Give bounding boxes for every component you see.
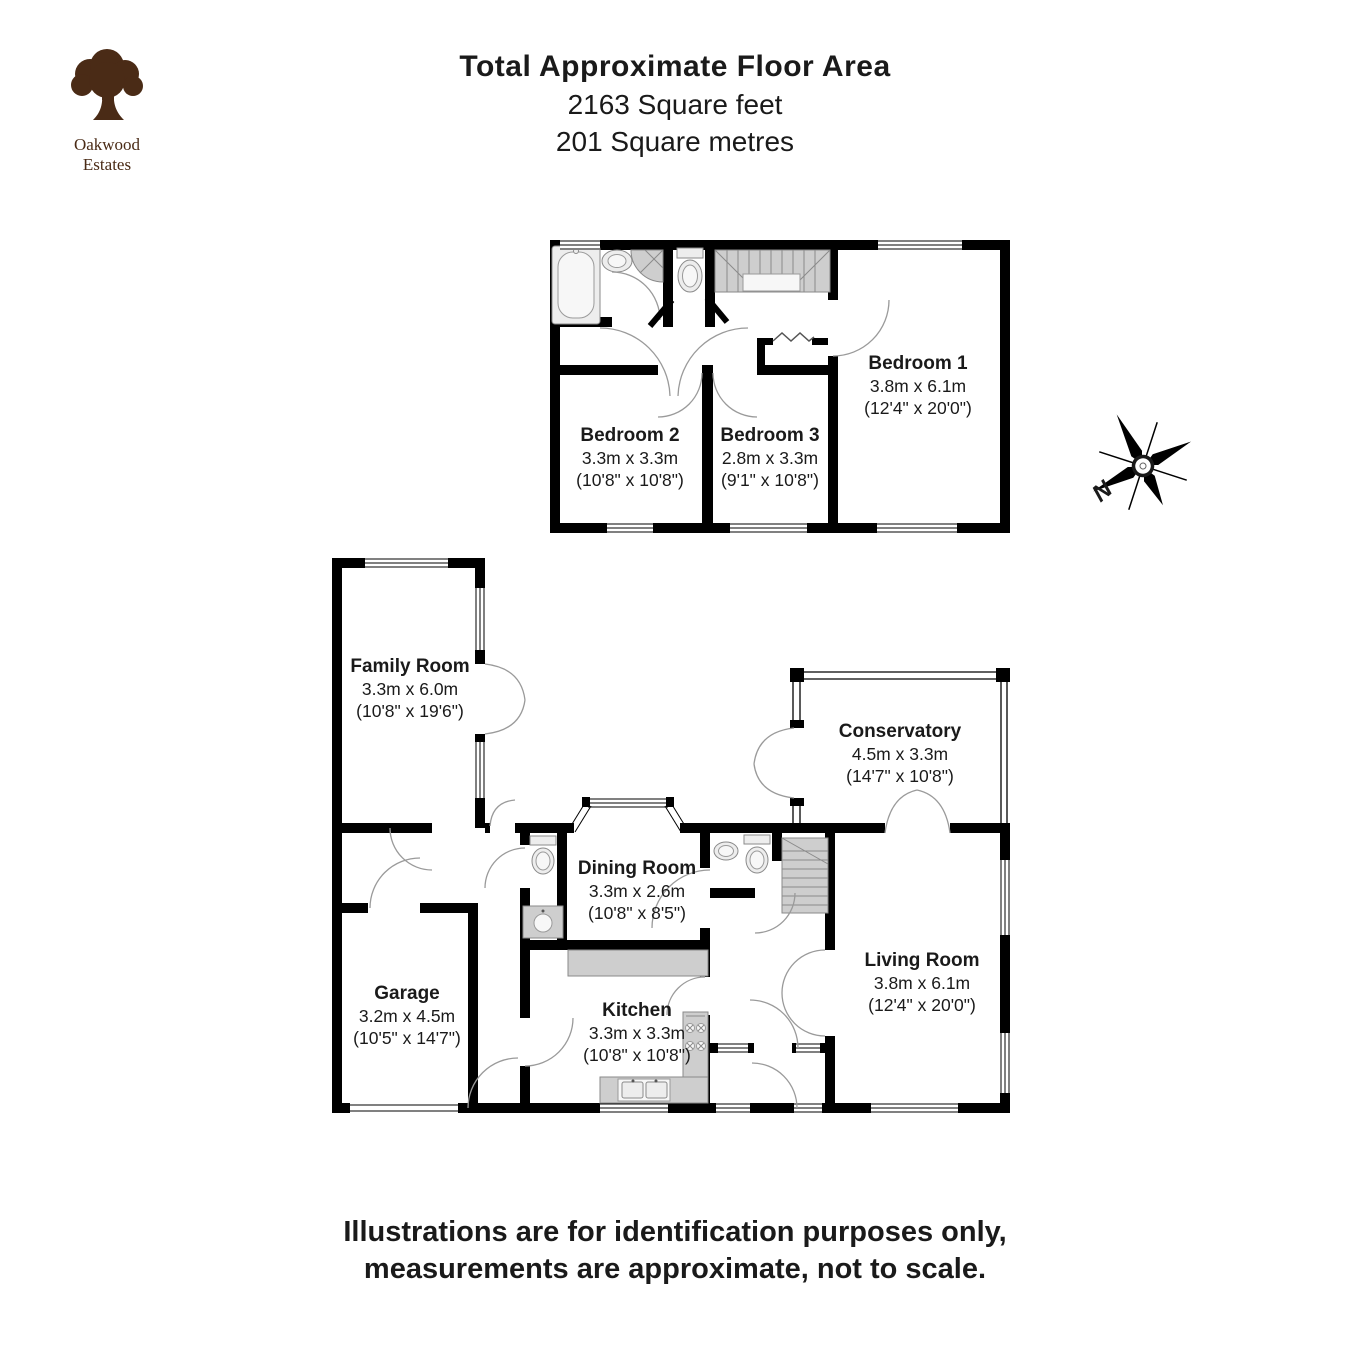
total-area-sqft: 2163 Square feet (567, 89, 783, 120)
cloakroom-toilet-icon (530, 836, 556, 874)
compass-rose-icon (1085, 408, 1201, 524)
room-dims-imperial: (10'8" x 10'8") (576, 470, 684, 490)
bathroom-sink-icon (602, 250, 632, 272)
stair-banister (743, 274, 800, 291)
room-dims-metric: 3.2m x 4.5m (358, 1006, 456, 1026)
room-dims-imperial: (14'7" x 10'8") (846, 766, 954, 786)
room-name: Dining Room (577, 858, 697, 879)
bathtub-icon (552, 246, 600, 324)
room-name: Bedroom 3 (720, 425, 820, 446)
wc2-toilet-icon (744, 835, 770, 873)
room-dims-metric: 3.3m x 2.6m (588, 881, 686, 901)
room-label-kitchen (583, 1000, 691, 1066)
room-dims-metric: 4.5m x 3.3m (851, 744, 949, 764)
room-dims-metric: 3.3m x 3.3m (588, 1023, 686, 1043)
disclaimer-line2: measurements are approximate, not to scale. (363, 1253, 987, 1285)
room-name: Kitchen (602, 1000, 672, 1021)
room-label-bedroom-2 (576, 425, 684, 491)
room-name: Family Room (350, 656, 470, 677)
total-area-sqm: 201 Square metres (555, 126, 795, 157)
logo-name-line1: Oakwood (73, 135, 141, 154)
kitchen-sink-icon (618, 1079, 670, 1101)
disclaimer (0, 1214, 1350, 1288)
room-dims-metric: 3.3m x 3.3m (581, 448, 679, 468)
room-label-garage (353, 983, 461, 1049)
cloakroom-basin-icon (523, 906, 563, 938)
room-label-dining-room (578, 858, 696, 924)
wc-basin-icon (714, 842, 738, 860)
room-name: Conservatory (838, 721, 962, 742)
page-title: Total Approximate Floor Area (459, 50, 891, 83)
room-name: Garage (374, 983, 440, 1004)
room-dims-metric: 3.8m x 6.1m (873, 973, 971, 993)
room-dims-imperial: (10'5" x 14'7") (353, 1028, 461, 1048)
room-dims-imperial: (9'1" x 10'8") (721, 470, 819, 490)
room-name: Bedroom 1 (868, 353, 968, 374)
room-label-conservatory (839, 721, 962, 787)
room-dims-imperial: (10'8" x 10'8") (583, 1045, 691, 1065)
room-dims-metric: 3.8m x 6.1m (869, 376, 967, 396)
disclaimer-line1: Illustrations are for identification purposes only, (343, 1216, 1007, 1248)
room-dims-metric: 2.8m x 3.3m (721, 448, 819, 468)
room-name: Bedroom 2 (580, 425, 680, 446)
logo-name-line2: Estates (82, 155, 132, 174)
bay-window (564, 797, 690, 833)
staircase-first-floor (715, 250, 830, 292)
staircase-ground-floor (782, 838, 828, 913)
compass-north-label: N (1087, 475, 1118, 508)
room-label-living-room (864, 950, 979, 1016)
room-dims-imperial: (12'4" x 20'0") (864, 398, 972, 418)
room-dims-imperial: (10'8" x 19'6") (356, 701, 464, 721)
room-name: Living Room (864, 950, 980, 971)
room-dims-imperial: (12'4" x 20'0") (868, 995, 976, 1015)
wc-toilet-icon (677, 248, 703, 292)
room-label-bedroom-1 (864, 353, 972, 419)
room-label-bedroom-3 (720, 425, 819, 491)
room-dims-imperial: (10'8" x 8'5") (588, 903, 686, 923)
room-label-family-room (350, 656, 469, 722)
room-dims-metric: 3.3m x 6.0m (361, 679, 459, 699)
